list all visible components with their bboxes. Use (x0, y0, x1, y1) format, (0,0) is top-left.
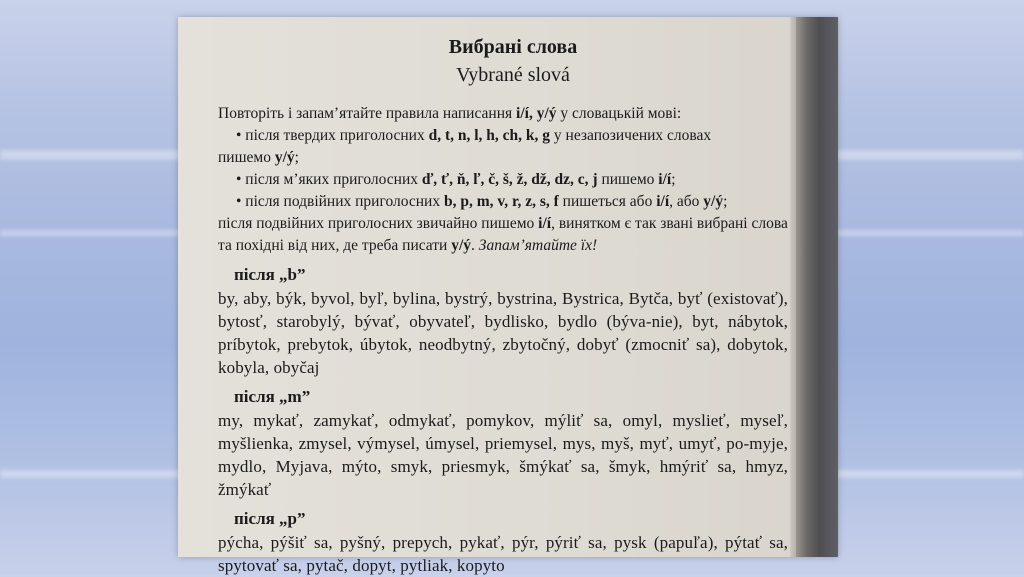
rule-text: ; (294, 149, 299, 166)
rule-text: • після твердих приголосних (236, 127, 429, 144)
intro-paragraph (218, 103, 788, 257)
rule-bold: y/ý (451, 237, 472, 254)
rule-bold: y/ý (703, 193, 724, 210)
page-text (218, 33, 788, 577)
section-p (218, 507, 788, 577)
book-spine-edge (796, 17, 838, 557)
rule-text: , або (669, 193, 704, 210)
rule-text: після подвійних приголосних звичайно пишемо (218, 215, 539, 232)
word-list: pýcha, pýšiť sa, pyšný, prepych, pykať, pýr, pýriť sa, pysk (papuľa), pýtať sa, spytovať sa, pytač, dopyt, pytliak, kopyto (218, 533, 788, 575)
rule-text: пишеться або (558, 193, 657, 210)
title-slovak: Vybrané slová (456, 64, 570, 86)
intro-text: у словацькій мові: (556, 105, 682, 122)
intro-bold: i/í, y/ý (516, 105, 557, 122)
rule-double-consonants (218, 191, 788, 213)
rule-text: . (471, 237, 479, 254)
memorize-note: Запам’ятайте їх! (478, 237, 598, 254)
rule-soft-consonants (218, 169, 788, 191)
rule-bold: ď, ť, ň, ľ, č, š, ž, dž, dz, c, j (421, 171, 598, 188)
rule-bold: y/ý (274, 149, 295, 166)
section-m (218, 385, 788, 501)
word-list: by, aby, býk, byvol, byľ, bylina, bystrý, bystrina, Bystrica, Bytča, byť (existovať), bytosť, starobylý, bývať, obyvateľ, bydlisko, bydlo (býva-nie), byt, nábytok, príbytok, prebytok, úbytok, neodbytný, zbytočný, dobyť (zmocniť sa), dobytok, kobyla, obyčaj (218, 289, 788, 377)
book-page-photo (178, 17, 838, 575)
rule-text: у незапозичених словах (550, 127, 712, 144)
rule-hard-consonants (218, 125, 788, 147)
section-b (218, 263, 788, 379)
rule-bold: d, t, n, l, h, ch, k, g (428, 127, 551, 144)
rule-text: ; (671, 171, 676, 188)
rule-bold: i/í (538, 215, 552, 232)
rule-text: пишемо (597, 171, 659, 188)
rule-bold: b, p, m, v, r, z, s, f (443, 193, 559, 210)
section-heading: після „b” (234, 265, 306, 284)
rule-text: , винятком є так звані вибрані слова та похідні від них, де треба писати (218, 215, 788, 254)
word-list: my, mykať, zamykať, odmykať, pomykov, mýliť sa, omyl, mysliеť, myseľ, myšlienka, zmysel, výmysel, úmysel, priemysel, mys, myš, myť, umyť, po-myje, mydlo, Myjava, mýto, smyk, priesmyk, šmýkať sa, šmyk, hmýriť sa, hmyz, žmýkať (218, 411, 788, 499)
rule-text: пишемо (218, 149, 275, 166)
title-ukrainian: Вибрані слова (448, 36, 578, 58)
rule-text: • після подвійних приголосних (236, 193, 444, 210)
rule-bold: i/í (658, 171, 672, 188)
rule-bold: i/í (656, 193, 670, 210)
rule-text: ; (723, 193, 728, 210)
section-heading: після „m” (234, 387, 311, 406)
rule-text: • після м’яких приголосних (236, 171, 422, 188)
section-heading: після „p” (234, 509, 306, 528)
intro-text: Повторіть і запам’ятайте правила написання (218, 105, 517, 122)
